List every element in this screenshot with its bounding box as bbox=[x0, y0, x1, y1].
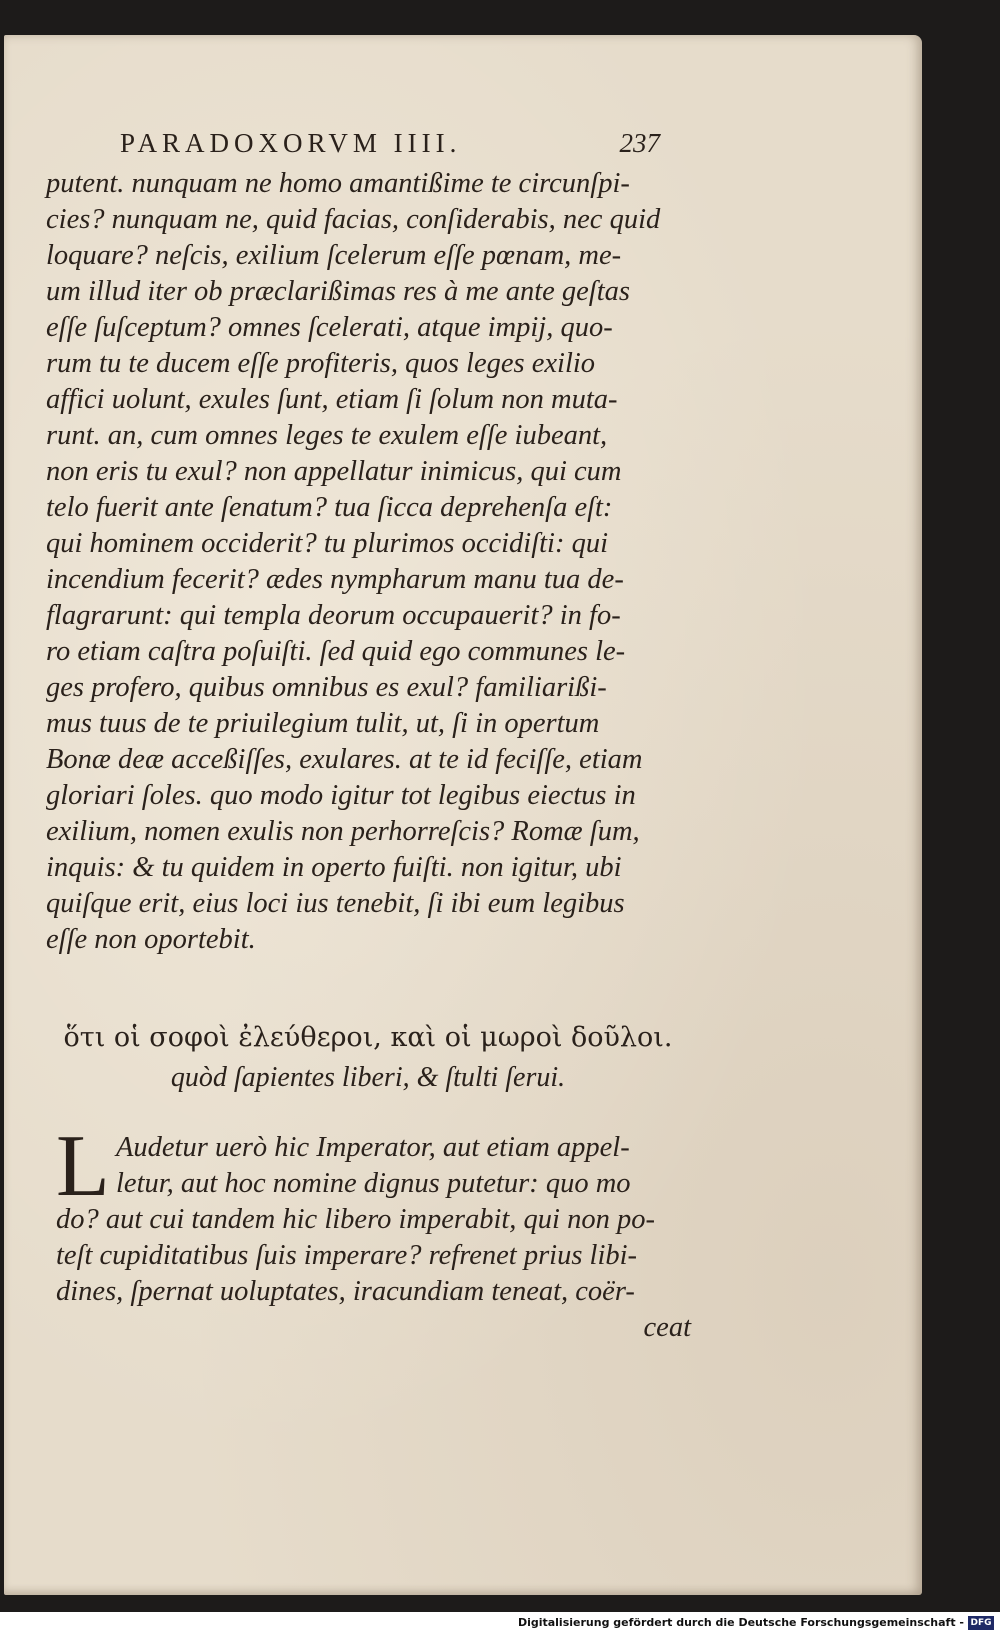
text-line: teſt cupiditatibus ſuis imperare? refrenet prius libi- bbox=[56, 1240, 638, 1271]
latin-heading: quòd ſapientes liberi, & ſtulti ſerui. bbox=[170, 1062, 566, 1093]
text-line: do? aut cui tandem hic libero imperabit, qui non po- bbox=[56, 1204, 655, 1235]
text-line: non eris tu exul? non appellatur inimicus, qui cum bbox=[46, 456, 622, 487]
running-title: PARADOXORVM IIII. bbox=[120, 128, 462, 158]
greek-heading: ὅτι οἱ σοφοὶ ἐλεύθεροι, καὶ οἱ μωροὶ δοῦλοι. bbox=[63, 1022, 673, 1053]
text-line: incendium fecerit? ædes nympharum manu tua de- bbox=[46, 564, 624, 595]
text-line: loquare? neſcis, exilium ſcelerum eſſe pœnam, me- bbox=[46, 240, 622, 271]
main-text bbox=[46, 166, 686, 958]
catchword: ceat bbox=[643, 1312, 691, 1343]
text-line: inquis: & tu quidem in operto fuiſti. non igitur, ubi bbox=[46, 852, 622, 883]
running-head bbox=[120, 128, 660, 162]
section-heading bbox=[58, 1018, 678, 1098]
text-line: mus tuus de te priuilegium tulit, ut, ſi in opertum bbox=[46, 708, 600, 739]
text-line: eſſe non oportebit. bbox=[46, 924, 256, 955]
text-line: qui hominem occiderit? tu plurimos occidiſti: qui bbox=[46, 528, 609, 559]
footer-credit: Digitalisierung gefördert durch die Deutsche Forschungsgemeinschaft - bbox=[517, 1616, 964, 1629]
text-line: rum tu te ducem eſſe profiteris, quos leges exilio bbox=[46, 348, 596, 379]
footer-bar bbox=[0, 1612, 1000, 1635]
text-line: quiſque erit, eius loci ius tenebit, ſi ibi eum legibus bbox=[46, 888, 625, 919]
text-line: Bonæ deæ acceßiſſes, exulares. at te id feciſſe, etiam bbox=[46, 744, 643, 775]
text-line: putent. nunquam ne homo amantißime te circunſpi- bbox=[46, 168, 630, 199]
text-line: um illud iter ob præclarißimas res à me ante geſtas bbox=[46, 276, 630, 307]
text-line: affici uolunt, exules ſunt, etiam ſi ſolum non muta- bbox=[46, 384, 618, 415]
text-line: telo fuerit ante ſenatum? tua ſicca deprehenſa eſt: bbox=[46, 492, 613, 523]
text-line: exilium, nomen exulis non perhorreſcis? Romæ ſum, bbox=[46, 816, 640, 847]
text-line: dines, ſpernat uoluptates, iracundiam teneat, coër- bbox=[56, 1276, 635, 1307]
text-line: ges profero, quibus omnibus es exul? familiarißi- bbox=[46, 672, 607, 703]
drop-cap: L bbox=[56, 1118, 110, 1215]
text-line: runt. an, cum omnes leges te exulem eſſe iubeant, bbox=[46, 420, 608, 451]
text-line: cies? nunquam ne, quid facias, conſiderabis, nec quid bbox=[46, 204, 661, 235]
text-line: ro etiam caſtra poſuiſti. ſed quid ego communes le- bbox=[46, 636, 626, 667]
text-line: gloriari ſoles. quo modo igitur tot legibus eiectus in bbox=[46, 780, 636, 811]
second-paragraph bbox=[56, 1118, 696, 1346]
page-number: 237 bbox=[619, 128, 660, 158]
text-line: letur, aut hoc nomine dignus putetur: quo mo bbox=[116, 1168, 631, 1199]
text-line: eſſe ſuſceptum? omnes ſcelerati, atque impij, quo- bbox=[46, 312, 613, 343]
text-line: Audetur uerò hic Imperator, aut etiam appel- bbox=[116, 1132, 630, 1163]
dfg-logo: DFG bbox=[968, 1616, 994, 1630]
text-line: flagrarunt: qui templa deorum occupauerit? in fo- bbox=[46, 600, 621, 631]
